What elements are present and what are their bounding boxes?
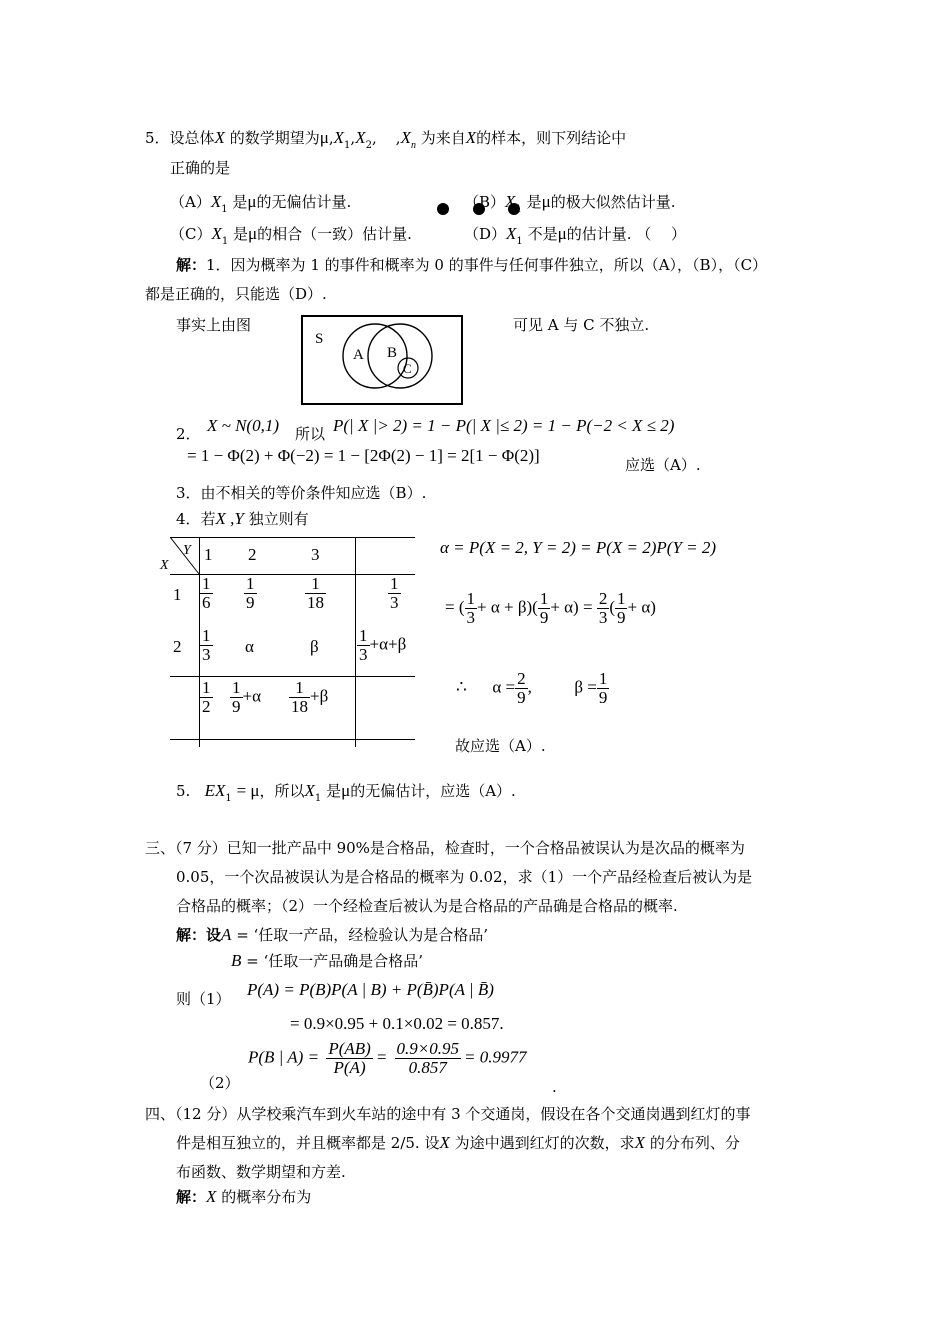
row-header-2: 2 xyxy=(173,637,182,656)
solution-4-therefore: ∴ α = $\frac{2}{9}$ , β = $\frac{1}{9}$ xyxy=(456,669,608,707)
venn-label-b: B xyxy=(387,345,398,361)
q3-eq3: P(B | A) = $\frac{P(AB)}{P(A)}$ = $\frac{0.9\times 0.95}{0.857}$ = 0.9977 xyxy=(248,1039,527,1077)
solution-2-eq2: = 1 − Φ(2) + Φ(−2) = 1 − [2Φ(2) − 1] = 2[1 − Φ(2)] xyxy=(187,446,540,465)
venn-label-s: S xyxy=(315,331,324,347)
col-header-1: 1 xyxy=(204,545,213,564)
cell-r2-sum: $\frac{1}{3}$ +α+β xyxy=(359,626,407,664)
row-header-1: 1 xyxy=(173,585,182,604)
venn-label-c: C xyxy=(403,361,412,376)
fact-label: 事实上由图 xyxy=(176,316,252,334)
q5-option-c: $(C)X_1$ 是μ的相合（一致）估计量. xyxy=(170,224,412,247)
q3-solution-a: 解：设A = ‘任取一产品，经检验认为是合格品’ xyxy=(176,925,489,944)
q3-line3: 合格品的概率；（2）一个经检查后被认为是合格品的产品确是合格品的概率. xyxy=(176,897,678,915)
joint-distribution-table xyxy=(160,537,415,747)
corner-y: Y xyxy=(183,543,191,558)
cell-r1c2: $\frac{1}{9}$ xyxy=(246,574,255,612)
q4-line3: 布函数、数学期望和方差. xyxy=(176,1163,346,1181)
venn-svg xyxy=(303,317,461,403)
col-header-2: 2 xyxy=(248,545,257,564)
solution-4-intro: 4．若X ,Y 独立则有 xyxy=(176,509,309,528)
q5-option-b: $(B)X_1$ 是μ的极大似然估计量. xyxy=(464,192,676,215)
cell-r3c2: $\frac{1}{9}$ +α xyxy=(232,678,261,716)
cell-r2c3: β xyxy=(310,637,319,656)
q3-then: 则（1） xyxy=(176,990,231,1008)
solution-2-so: 所以 xyxy=(295,425,326,443)
col-header-3: 3 xyxy=(311,545,320,564)
q4-line1: 四、（12 分）从学校乘汽车到火车站的途中有 3 个交通岗，假设在各个交通岗遇到红灯的事 xyxy=(145,1105,751,1123)
q5-line1: 5．设总体X 的数学期望为$\mu,X_1,X_2$, $,X_n$ 为来自X的样本，则下列结论中 xyxy=(145,128,627,151)
solution-5: 5. $EX_1 = \mu$，所以$X_1$ 是μ的无偏估计，应选（A）. xyxy=(176,781,516,804)
circle-b xyxy=(368,324,432,388)
ink-dot xyxy=(437,203,449,215)
cell-r2c2: α xyxy=(245,637,254,656)
solution-1-cont: 都是正确的，只能选（D）. xyxy=(145,285,327,303)
q4-solution: 解：X 的概率分布为 xyxy=(176,1187,312,1206)
solution-2-answer: 应选（A）. xyxy=(625,456,701,474)
solution-2-eq1: P(| X |> 2) = 1 − P(| X |≤ 2) = 1 − P(−2 < X ≤ 2) xyxy=(333,416,675,435)
q5-option-a: $(A)X_1$ 是μ的无偏估计量. xyxy=(170,192,352,215)
cell-r1c1: $\frac{1}{6}$ xyxy=(202,574,211,612)
corner-x: X xyxy=(160,558,169,573)
q3-dot: . xyxy=(552,1078,557,1096)
solution-2-dist: X ~ N(0,1) xyxy=(207,416,279,435)
q5-option-d: $(D)X_1$ 不是μ的估计量. （ ） xyxy=(464,224,687,247)
solution-4-eq1: α = P(X = 2, Y = 2) = P(X = 2)P(Y = 2) xyxy=(440,538,717,557)
q3-eq1: P(A) = P(B)P(A | B) + P(B̄)P(A | B̄) xyxy=(247,980,494,999)
cell-r3c3: $\frac{1}{18}$ +β xyxy=(291,678,329,716)
q3-line2: 0.05，一个次品被误认为是合格品的概率为 0.02，求（1）一个产品经检查后被认为是 xyxy=(176,868,753,886)
solution-3: 3．由不相关的等价条件知应选（B）. xyxy=(176,484,427,502)
solution-4-eq2: = ( $\frac{1}{3}$ + α + β)( $\frac{1}{9}$ + α) = $\frac{2}{3}$ ( $\frac{1}{9}$ + α) xyxy=(445,589,656,627)
venn-label-a: A xyxy=(353,347,364,363)
cell-r2c1: $\frac{1}{3}$ xyxy=(202,626,211,664)
q3-line1: 三、（7 分）已知一批产品中 90%是合格品，检查时，一个合格品被误认为是次品的概率为 xyxy=(145,839,745,857)
q5-line2: 正确的是 xyxy=(170,159,231,177)
cell-r3c1: $\frac{1}{2}$ xyxy=(202,678,211,716)
fact-result: 可见 A 与 C 不独立. xyxy=(513,316,650,334)
solution-2-num: 2． xyxy=(176,425,201,443)
q3-solution-b: B = ‘任取一产品确是合格品’ xyxy=(231,951,424,970)
cell-r1-sum: $\frac{1}{3}$ xyxy=(390,574,399,612)
q3-part2: （2） xyxy=(200,1074,240,1092)
q3-eq2: = 0.9×0.95 + 0.1×0.02 = 0.857. xyxy=(290,1014,504,1033)
solution-1: 解：1．因为概率为 1 的事件和概率为 0 的事件与任何事件独立，所以（A），（B），（C） xyxy=(176,256,768,274)
q4-line2: 件是相互独立的，并且概率都是 2/5. 设X 为途中遇到红灯的次数，求X 的分布列、分 xyxy=(176,1133,740,1152)
solution-4-answer: 故应选（A）. xyxy=(455,737,546,755)
venn-diagram xyxy=(301,315,463,405)
cell-r1c3: $\frac{1}{18}$ xyxy=(307,574,324,612)
